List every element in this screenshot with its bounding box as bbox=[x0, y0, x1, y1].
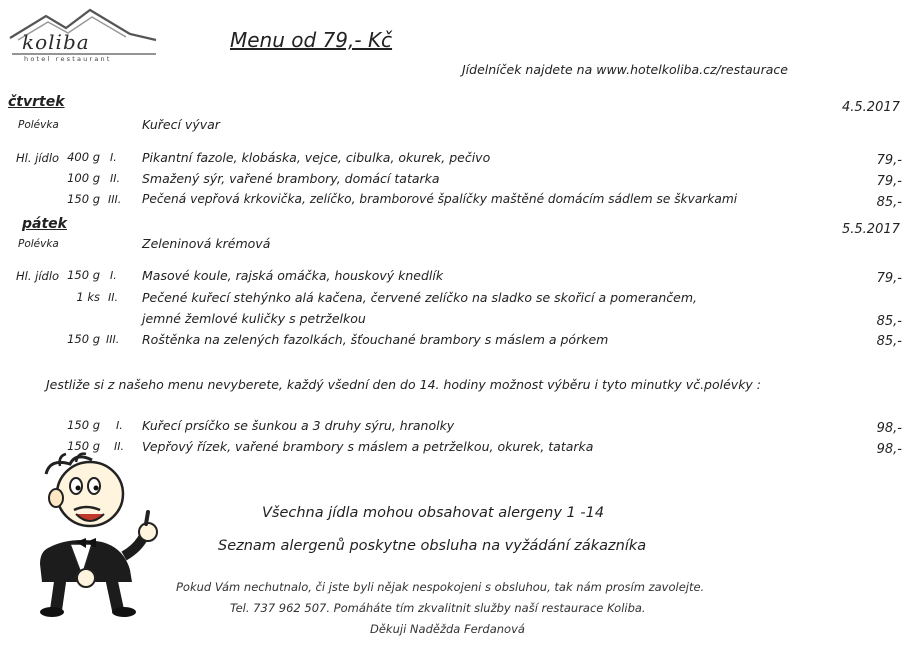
soup-text: Zeleninová krémová bbox=[142, 236, 271, 251]
dish-text: Masové koule, rajská omáčka, houskový knedlík bbox=[142, 268, 444, 283]
dish-qty: 150 g bbox=[67, 192, 100, 206]
dish-text: Roštěnka na zelených fazolkách, šťouchané brambory s máslem a pórkem bbox=[142, 332, 609, 347]
dish-number: I. bbox=[110, 151, 117, 164]
dish-number: I. bbox=[110, 269, 117, 282]
footer-line-1: Pokud Vám nechutnalo, či jste byli nějak nespokojeni s obsluhou, tak nám prosím zavolejte. bbox=[176, 580, 705, 594]
allergens-line-1: Všechna jídla mohou obsahovat alergeny 1 -14 bbox=[262, 505, 605, 521]
soup-label: Polévka bbox=[18, 238, 59, 250]
dish-text: Smažený sýr, vařené brambory, domácí tatarka bbox=[142, 171, 440, 186]
soup-text: Kuřecí vývar bbox=[142, 117, 220, 132]
dish-number: II. bbox=[110, 172, 120, 185]
logo-wordmark: koliba bbox=[22, 30, 90, 54]
minutky-intro: Jestliže si z našeho menu nevyberete, každý všední den do 14. hodiny možnost výběru i tyto minutky vč.polévky : bbox=[46, 377, 762, 392]
dish-text: Pikantní fazole, klobáska, vejce, cibulka, okurek, pečivo bbox=[142, 150, 491, 165]
dish-price: 79,- bbox=[876, 174, 902, 189]
main-label: Hl. jídlo bbox=[16, 269, 60, 283]
allergens-line-2: Seznam alergenů poskytne obsluha na vyžádání zákazníka bbox=[218, 538, 647, 554]
dish-qty: 150 g bbox=[67, 418, 100, 432]
dish-text-continued: jemné žemlové kuličky s petrželkou bbox=[142, 311, 366, 326]
dish-number: III. bbox=[108, 193, 122, 206]
main-label: Hl. jídlo bbox=[16, 151, 60, 165]
dish-price: 85,- bbox=[876, 195, 902, 210]
dish-text: Pečená vepřová krkovička, zelíčko, bramborové špalíčky maštěné domácím sádlem se škvarkami bbox=[142, 192, 738, 206]
footer-signature: Děkuji Naděžda Ferdanová bbox=[370, 622, 525, 636]
footer-line-2: Tel. 737 962 507. Pomáháte tím zkvalitnit služby naší restaurace Koliba. bbox=[230, 601, 646, 615]
dish-qty: 400 g bbox=[67, 150, 100, 164]
day-date-thursday: 4.5.2017 bbox=[842, 100, 900, 115]
dish-qty: 150 g bbox=[67, 439, 100, 453]
dish-qty: 150 g bbox=[67, 268, 100, 282]
dish-number: III. bbox=[106, 333, 120, 346]
page-title: Menu od 79,- Kč bbox=[230, 28, 393, 52]
dish-number: II. bbox=[114, 440, 124, 453]
soup-label: Polévka bbox=[18, 119, 59, 131]
dish-price: 79,- bbox=[876, 153, 902, 168]
dish-number: I. bbox=[116, 419, 123, 432]
day-heading-friday: pátek bbox=[22, 216, 67, 232]
day-date-friday: 5.5.2017 bbox=[842, 222, 900, 237]
waiter-thumbs-up-icon bbox=[20, 452, 170, 618]
dish-number: II. bbox=[108, 291, 118, 304]
dish-qty: 100 g bbox=[67, 171, 100, 185]
logo-subtitle: hotel restaurant bbox=[24, 55, 112, 63]
website-note: Jídelníček najdete na www.hotelkoliba.cz/restaurace bbox=[462, 62, 788, 77]
dish-price: 85,- bbox=[876, 314, 902, 329]
dish-price: 79,- bbox=[876, 271, 902, 286]
dish-qty: 1 ks bbox=[76, 290, 100, 304]
dish-text: Kuřecí prsíčko se šunkou a 3 druhy sýru, hranolky bbox=[142, 418, 455, 433]
dish-text: Vepřový řízek, vařené brambory s máslem a petrželkou, okurek, tatarka bbox=[142, 439, 594, 454]
dish-text: Pečené kuřecí stehýnko alá kačena, červené zelíčko na sladko se skořicí a pomerančem, bbox=[142, 290, 697, 305]
dish-qty: 150 g bbox=[67, 332, 100, 346]
dish-price: 85,- bbox=[876, 334, 902, 349]
dish-price: 98,- bbox=[876, 442, 902, 457]
dish-price: 98,- bbox=[876, 421, 902, 436]
day-heading-thursday: čtvrtek bbox=[8, 94, 65, 110]
